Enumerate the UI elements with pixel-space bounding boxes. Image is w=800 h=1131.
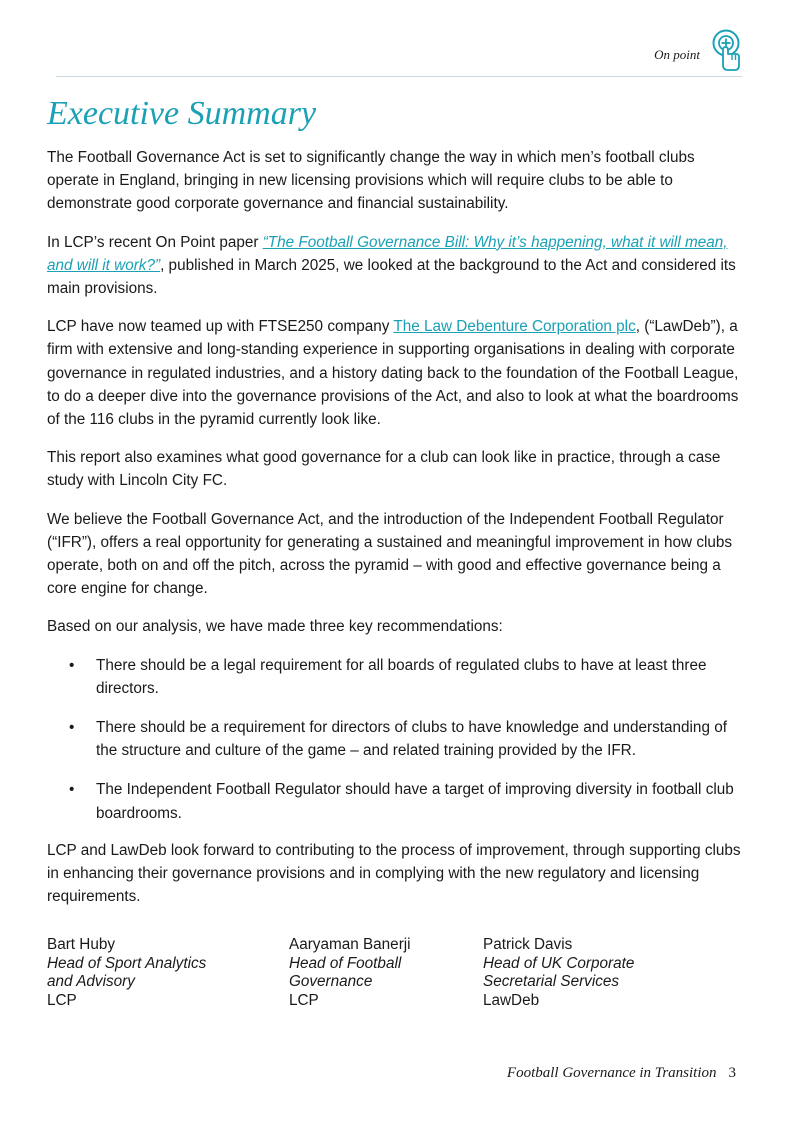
paragraph: We believe the Football Governance Act, and the introduction of the Independent Football Regulator (“IFR”), offers a real opportunity for generating a sustained and meaningful improvement in how clubs operate, both on and off the pitch, across the pyramid – with good and effective governance being a core engine for change.: [47, 510, 733, 598]
signatory-org: LCP: [289, 991, 319, 1009]
paragraph-text: LCP have now teamed up with FTSE250 company: [47, 318, 394, 336]
recommendations-list: [47, 654, 747, 825]
signatory-org: LawDeb: [483, 991, 540, 1009]
on-point-paper-link[interactable]: “The Football Governance Bill: Why it’s happening, what it will mean, and will it work?”: [47, 233, 728, 274]
summary-body: [47, 146, 747, 923]
page-title: Executive Summary: [47, 95, 317, 132]
signatory-role: Head of Sport Analytics: [47, 954, 207, 972]
signatory-role: Head of UK Corporate: [483, 954, 635, 972]
signatory-role: Head of Football: [289, 954, 402, 972]
paragraph: The Football Governance Act is set to significantly change the way in which men’s football clubs operate in England, bringing in new licensing provisions which will require clubs to be able to demonstrate good corporate governance and financial sustainability.: [47, 149, 695, 213]
signatory: [47, 936, 206, 1010]
list-item: [47, 778, 747, 824]
paragraph: This report also examines what good governance for a club can look like in practice, through a case study with Lincoln City FC.: [47, 449, 721, 490]
page-number: 3: [728, 1065, 736, 1081]
signatory-role: Secretarial Services: [483, 973, 620, 990]
paragraph-text: , (“LawDeb”), a firm with extensive and long-standing experience in supporting organisations in dealing with corporate governance in regulated industries, and a history dating back to the foundation of the Football League, to do a deeper dive into the governance provisions of the Act, and also to look at what the boardrooms of the 116 clubs in the pyramid currently look like.: [47, 318, 739, 429]
page-header: [56, 26, 742, 77]
list-item: [47, 716, 747, 762]
paragraph-text: , published in March 2025, we looked at the background to the Act and considered its main provisions.: [47, 256, 736, 298]
signatory: [483, 936, 634, 1010]
signatory-role: Governance: [289, 973, 373, 990]
bullet-icon: •: [69, 719, 75, 737]
signatory-role: and Advisory: [47, 973, 135, 990]
bullet-icon: •: [69, 656, 75, 674]
recommendation-text: There should be a requirement for directors of clubs to have knowledge and understanding of the structure and culture of the game – and related training provided by the IFR.: [96, 719, 727, 760]
signatory-name: Patrick Davis: [483, 936, 573, 953]
signatory-name: Aaryaman Banerji: [289, 936, 411, 953]
header-label: On point: [654, 47, 700, 62]
signatory: [289, 936, 411, 1010]
page-footer: [507, 1065, 736, 1082]
bullet-icon: •: [69, 781, 75, 799]
publication-title: Football Governance in Transition: [506, 1065, 717, 1081]
recommendation-text: The Independent Football Regulator should have a target of improving diversity in football club boardrooms.: [96, 781, 734, 822]
law-debenture-link[interactable]: The Law Debenture Corporation plc: [393, 318, 636, 336]
paragraph: Based on our analysis, we have made three key recommendations:: [47, 618, 503, 636]
signatory-name: Bart Huby: [47, 936, 116, 953]
signatory-org: LCP: [47, 991, 77, 1009]
paragraph-text: In LCP’s recent On Point paper: [47, 233, 263, 251]
list-item: [47, 654, 747, 700]
paragraph: [47, 315, 747, 431]
recommendation-text: There should be a legal requirement for all boards of regulated clubs to have at least three directors.: [96, 656, 707, 697]
paragraph: [47, 231, 747, 301]
paragraph: LCP and LawDeb look forward to contributing to the process of improvement, through supporting clubs in enhancing their governance provisions and in complying with the new regulatory and licensing requirements.: [47, 841, 741, 906]
pointer-hand-plus-icon: [712, 28, 742, 72]
